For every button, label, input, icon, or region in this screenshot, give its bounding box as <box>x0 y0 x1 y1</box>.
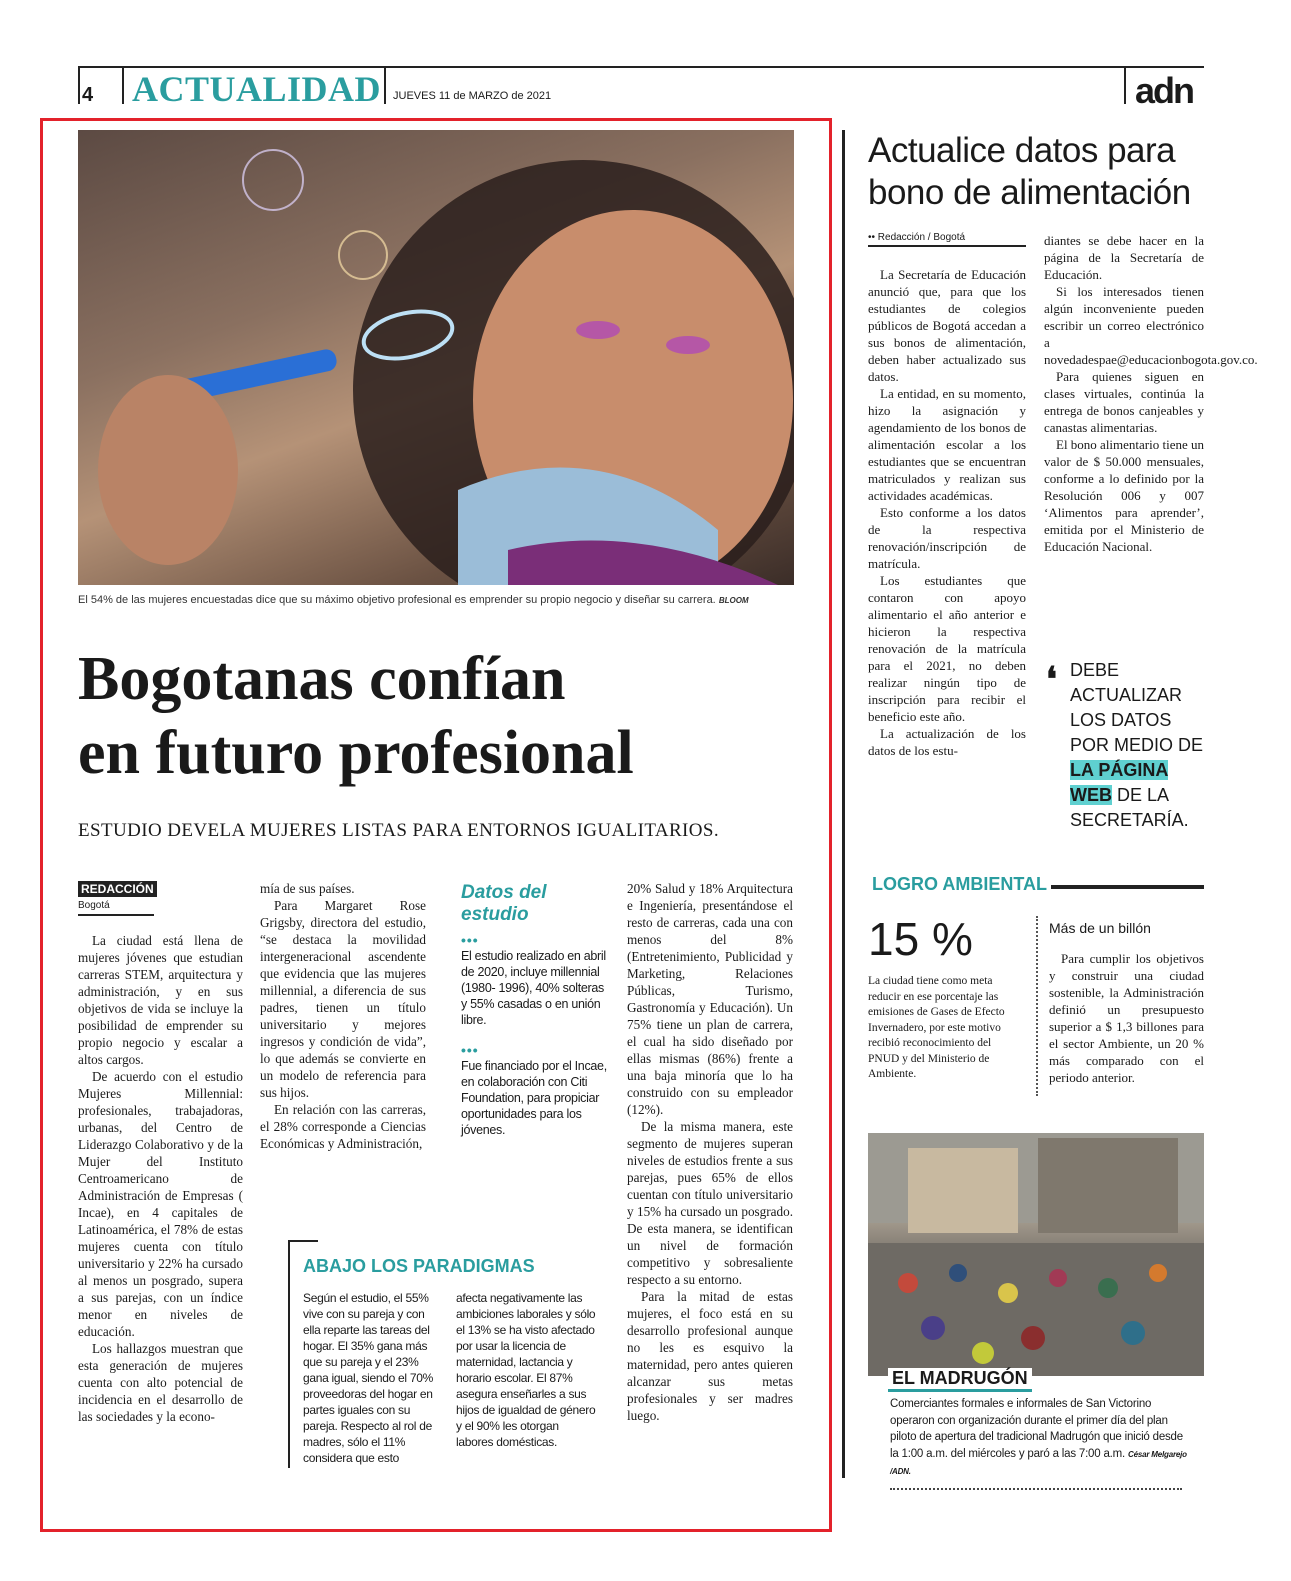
study-facts-sidebar <box>461 882 611 1138</box>
quote-line: ACTUALIZAR <box>1070 685 1183 705</box>
quote-mark-icon: ❛ <box>1046 662 1057 699</box>
headline-line-2: en futuro profesional <box>78 719 634 787</box>
header-left-bar <box>78 66 80 104</box>
side-article-column-b <box>1044 232 1258 555</box>
logro-big-number: 15 % <box>868 913 973 965</box>
issue-date: JUEVES 11 de MARZO de 2021 <box>393 90 552 102</box>
paragraph: Para la mitad de estas mujeres, el foco está en su desarrollo profesional aunque no les es esquivo la maternidad, pero antes quieren alcanzar sus metas profesionales y ser madres luego. <box>627 1289 793 1423</box>
paradigms-text-right: afecta negativamente las ambiciones laborales y sólo el 13% se ha visto afectado por usar la licencia de maternidad, lactancia y horario escolar. El 87% asegura enseñarles a sus hijos de igualdad de género y el 90% les otorgan labores domésticas. <box>456 1291 596 1449</box>
article-subheadline: ESTUDIO DEVELA MUJERES LISTAS PARA ENTORNOS IGUALITARIOS. <box>78 820 719 841</box>
adn-logo[interactable]: adn <box>1135 70 1194 111</box>
paragraph: La Secretaría de Educación anunció que, para que los estudiantes de colegios públicos de Bogotá accedan a sus bonos de alimentación, deben haber actualizado sus datos. <box>868 267 1026 384</box>
paragraph: 20% Salud y 18% Arquitectura e Ingeniería, presentándose el resto de carreras, cada una con menos del 8% (Entretenimiento, Publicidad y Marketing, Relaciones Públicas, Turismo, Gastronomía y Educación). Un 75% tiene un plan de carrera, el cual ha sido diseñado por ellas mismas (86%) frente a una baja minoría que lo ha construido con su empleador (12%). <box>627 881 793 1117</box>
photo-credit: BLOOM <box>718 596 749 605</box>
dots-divider: ••• <box>461 1042 479 1058</box>
paragraph: La entidad, en su momento, hizo la asignación y agendamiento de los bonos de alimentación escolar a los estudiantes que se encuentran matriculados y realizan sus actividades académicas. <box>868 386 1026 503</box>
woman-blowing-bubbles-illustration <box>78 130 794 585</box>
photo-caption <box>78 594 794 606</box>
column-separator <box>842 130 845 1478</box>
madrugon-label: EL MADRUGÓN <box>888 1368 1032 1392</box>
study-facts-title-1: Datos del <box>461 882 547 903</box>
madrugon-caption-text: Comerciantes formales e informales de San Victorino operaron con organización durante el primer día del plan piloto de apertura del tradicional Madrugón que inició desde la 1:00 a.m. del miércoles y paró a las 7:00 a.m. <box>890 1398 1183 1460</box>
madrugon-photo <box>868 1133 1204 1376</box>
paragraph: Los estudiantes que contaron con apoyo alimentario el año anterior e hicieron la respectiva renovación de la matrícula para el 2021, no deben realizar ningún tipo de inscripción para recibir el beneficio este año. <box>868 573 1026 724</box>
article-headline <box>78 642 808 790</box>
madrugon-caption <box>890 1396 1190 1481</box>
study-facts-title-2: estudio <box>461 904 529 925</box>
paragraph: La actualización de los datos de los estu- <box>868 726 1026 758</box>
logro-dotted-divider <box>1036 916 1038 1096</box>
byline-label: REDACCIÓN <box>78 881 157 897</box>
side-byline: •• Redacción / Bogotá <box>868 232 1026 247</box>
quote-line: POR MEDIO DE <box>1070 735 1204 755</box>
header-divider-2 <box>384 68 386 104</box>
header-divider <box>122 68 124 104</box>
study-fact-2: Fue financiado por el Incae, en colaboración con Citi Foundation, para propiciar oportunidades para los jóvenes. <box>461 1059 607 1137</box>
paragraph: Para quienes siguen en clases virtuales, continúa la entrega de bonos canjeables y canastas alimentarias. <box>1044 369 1204 435</box>
article-photo-bubbles <box>78 130 794 585</box>
quote-line: DE LA <box>1112 785 1170 805</box>
quote-highlight: LA PÁGINA <box>1070 760 1169 780</box>
article-column-1 <box>78 932 243 1425</box>
side-article-headline <box>868 130 1208 214</box>
crowd-street-illustration <box>868 1133 1204 1376</box>
quote-line: LOS DATOS <box>1070 710 1172 730</box>
study-fact-1: El estudio realizado en abril de 2020, incluye millennial (1980- 1996), 40% solteras y 55% casadas o en unión libre. <box>461 949 606 1027</box>
headline-line-1: Bogotanas confían <box>78 645 566 713</box>
paragraph: diantes se debe hacer en la página de la Secretaría de Educación. <box>1044 233 1204 282</box>
side-headline-line-2: bono de alimentación <box>868 173 1191 212</box>
box-left-rule <box>288 1240 290 1468</box>
logro-ambiental-label: LOGRO AMBIENTAL <box>868 874 1051 895</box>
paradigms-title: ABAJO LOS PARADIGMAS <box>303 1256 535 1276</box>
side-article-column-a <box>868 266 1026 759</box>
paragraph: Los hallazgos muestran que esta generación de mujeres cuenta con alto potencial de incidencia en el desarrollo de las sociedades y la econo- <box>78 1341 243 1424</box>
pull-quote <box>1070 658 1210 833</box>
paragraph: De acuerdo con el estudio Mujeres Millennial: profesionales, trabajadoras, urbanas, del Centro de Liderazgo Colaborativo y de la Mujer del Instituto Centroamericano de Administración de Empresas ( Incae), en 4 capitales de Latinoamérica, el 78% de estas mujeres cuenta con título universitario y 22% ha cursado al menos un posgrado, supera a sus parejas, con un índice menor en niveles de educación. <box>78 1069 243 1339</box>
page-number: 4 <box>82 84 94 106</box>
paragraph: De la misma manera, este segmento de mujeres superan niveles de estudios frente a sus parejas, pues 65% de ellos cuentan con título universitario y 15% ha cursado un posgrado. De esta manera, se identifican un nivel de formación competitivo y sobresaliente respecto a su entorno. <box>627 1119 793 1287</box>
dots-divider: ••• <box>461 932 479 948</box>
paragraph: Si los interesados tienen algún inconveniente pueden escribir un correo electrónico a novedadespae@educacionbogota.gov.co. <box>1044 284 1258 367</box>
quote-highlight: WEB <box>1070 785 1112 805</box>
photo-caption-text: El 54% de las mujeres encuestadas dice que su máximo objetivo profesional es emprender su propio negocio y diseñar su carrera. <box>78 594 716 606</box>
paragraph: En relación con las carreras, el 28% corresponde a Ciencias Económicas y Administración, <box>260 1102 426 1151</box>
logro-right-title: Más de un billón <box>1049 920 1151 936</box>
byline-block <box>78 880 154 916</box>
paragraph: La ciudad está llena de mujeres jóvenes que estudian carreras STEM, arquitectura y administración, y en sus objetivos de vida se incluye la posibilidad de emprender su propio negocio y escalar a altos cargos. <box>78 933 243 1067</box>
article-column-4 <box>627 880 793 1424</box>
paragraph: mía de sus países. <box>260 881 355 896</box>
paragraph: El bono alimentario tiene un valor de $ 50.000 mensuales, conforme a lo definido por la Resolución 006 y 007 ‘Alimentos para aprender’, emitida por el Ministerio de Educación Nacional. <box>1044 437 1205 554</box>
paradigms-text-left: Según el estudio, el 55% vive con su pareja y con ella reparte las tareas del hogar. El 35% gana más que su pareja y el 23% gana igual, siendo el 70% proveedoras del hogar en partes iguales con su pareja. Respecto al rol de madres, sólo el 11% considera que esto <box>303 1291 433 1465</box>
logro-left-text: La ciudad tiene como meta reducir en ese porcentaje las emisiones de Gases de Efecto Invernadero, por este motivo recibió reconocimiento del PNUD y del Ministerio de Ambiente. <box>868 975 1005 1080</box>
madrugon-credit: César Melgarejo /ADN. <box>890 1449 1187 1476</box>
article-column-2 <box>260 880 426 1152</box>
logro-right-text: Para cumplir los objetivos y construir una ciudad sostenible, la Administración definió un presupuesto superior a $ 1,3 billones para el sector Ambiente, un 20 % más comparado con el periodo anterior. <box>1049 951 1204 1085</box>
box-top-rule <box>288 1240 318 1242</box>
madrugon-dotted-rule <box>890 1488 1182 1490</box>
quote-line: SECRETARÍA. <box>1070 810 1189 830</box>
paragraph: Para Margaret Rose Grigsby, directora del estudio, “se destaca la movilidad intergeneracional ascendente que evidencia que las mujeres millennial, a diferencia de sus padres, tienen un título universitario y mejores ingresos y condición de vida”, lo que además se convierte en un modelo de referencia para sus hijos. <box>260 898 426 1100</box>
byline-city: Bogotá <box>78 898 154 916</box>
section-title: ACTUALIDAD <box>132 69 382 109</box>
quote-line: DEBE <box>1070 660 1120 680</box>
paragraph: Esto conforme a los datos de la respectiva renovación/inscripción de matrícula. <box>868 505 1026 571</box>
logo-divider <box>1124 66 1126 104</box>
side-headline-line-1: Actualice datos para <box>868 131 1176 170</box>
